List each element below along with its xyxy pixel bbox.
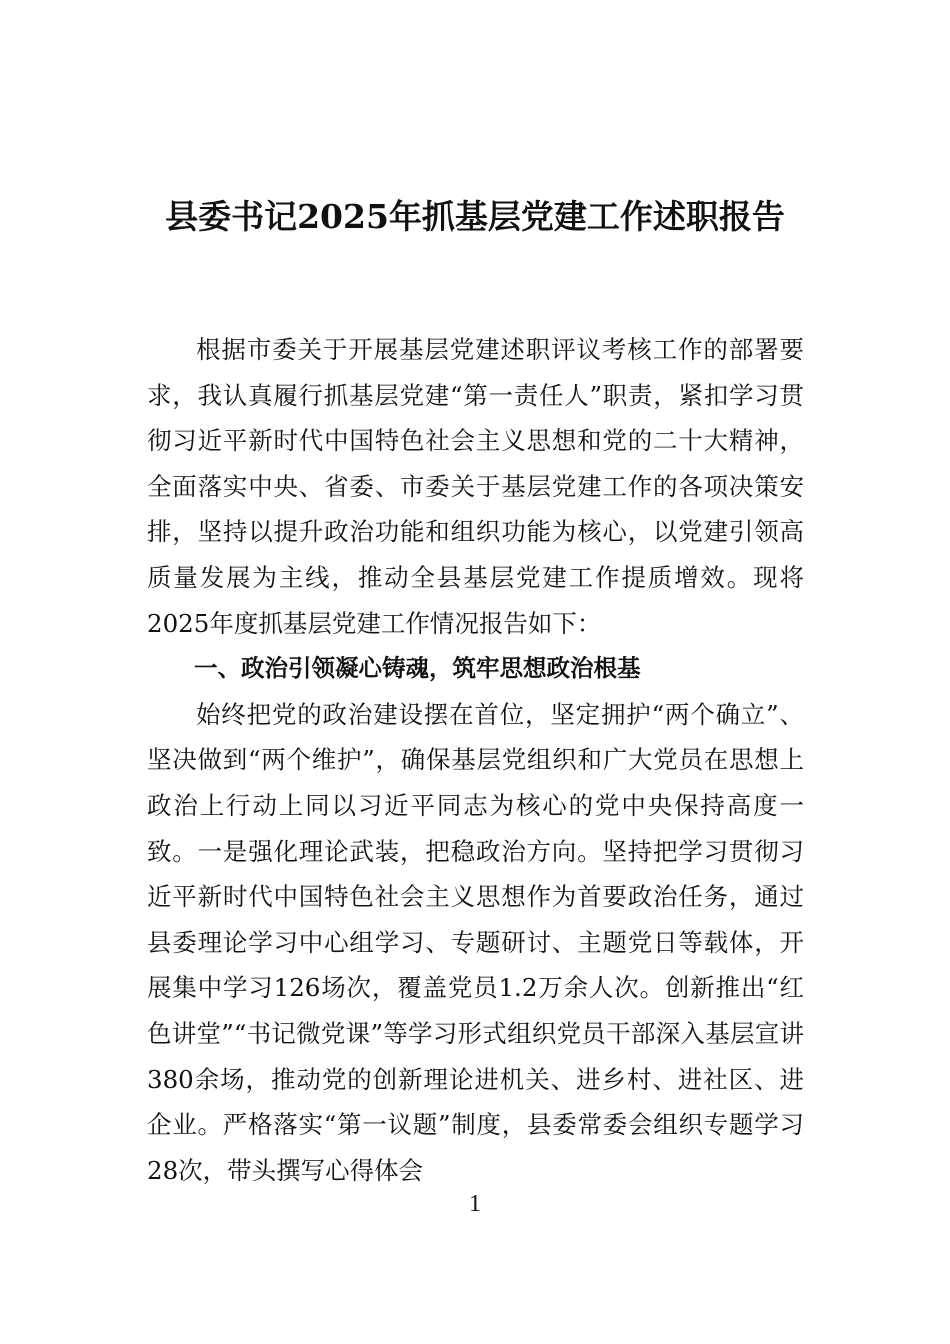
page-number: 1 — [469, 1191, 481, 1217]
intro-paragraph: 根据市委关于开展基层党建述职评议考核工作的部署要求，我认真履行抓基层党建“第一责任人”职责，紧扣学习贯彻习近平新时代中国特色社会主义思想和党的二十大精神，全面落实中央、省委、市委关于基层党建工作的各项决策安排，坚持以提升政治功能和组织功能为核心，以党建引领高质量发展为主线，推动全县基层党建工作提质增效。现将2025年度抓基层党建工作情况报告如下： — [147, 335, 804, 638]
section-heading: 一、政治引领凝心铸魂，筑牢思想政治根基 — [194, 654, 641, 683]
document-title: 县委书记2025年抓基层党建工作述职报告 — [165, 197, 785, 236]
section-paragraph: 始终把党的政治建设摆在首位，坚定拥护“两个确立”、坚决做到“两个维护”，确保基层党组织和广大党员在思想上政治上行动上同以习近平同志为核心的党中央保持高度一致。一是强化理论武装，把稳政治方向。坚持把学习贯彻习近平新时代中国特色社会主义思想作为首要政治任务，通过县委理论学习中心组学习、专题研讨、主题党日等载体，开展集中学习126场次，覆盖党员1.2万余人次。创新推出“红色讲堂”“书记微党课”等学习形式组织党员干部深入基层宣讲380余场，推动党的创新理论进机关、进乡村、进社区、进企业。严格落实“第一议题”制度，县委常委会组织专题学习28次，带头撰写心得体会 — [147, 699, 804, 1185]
document-body — [147, 327, 804, 1193]
